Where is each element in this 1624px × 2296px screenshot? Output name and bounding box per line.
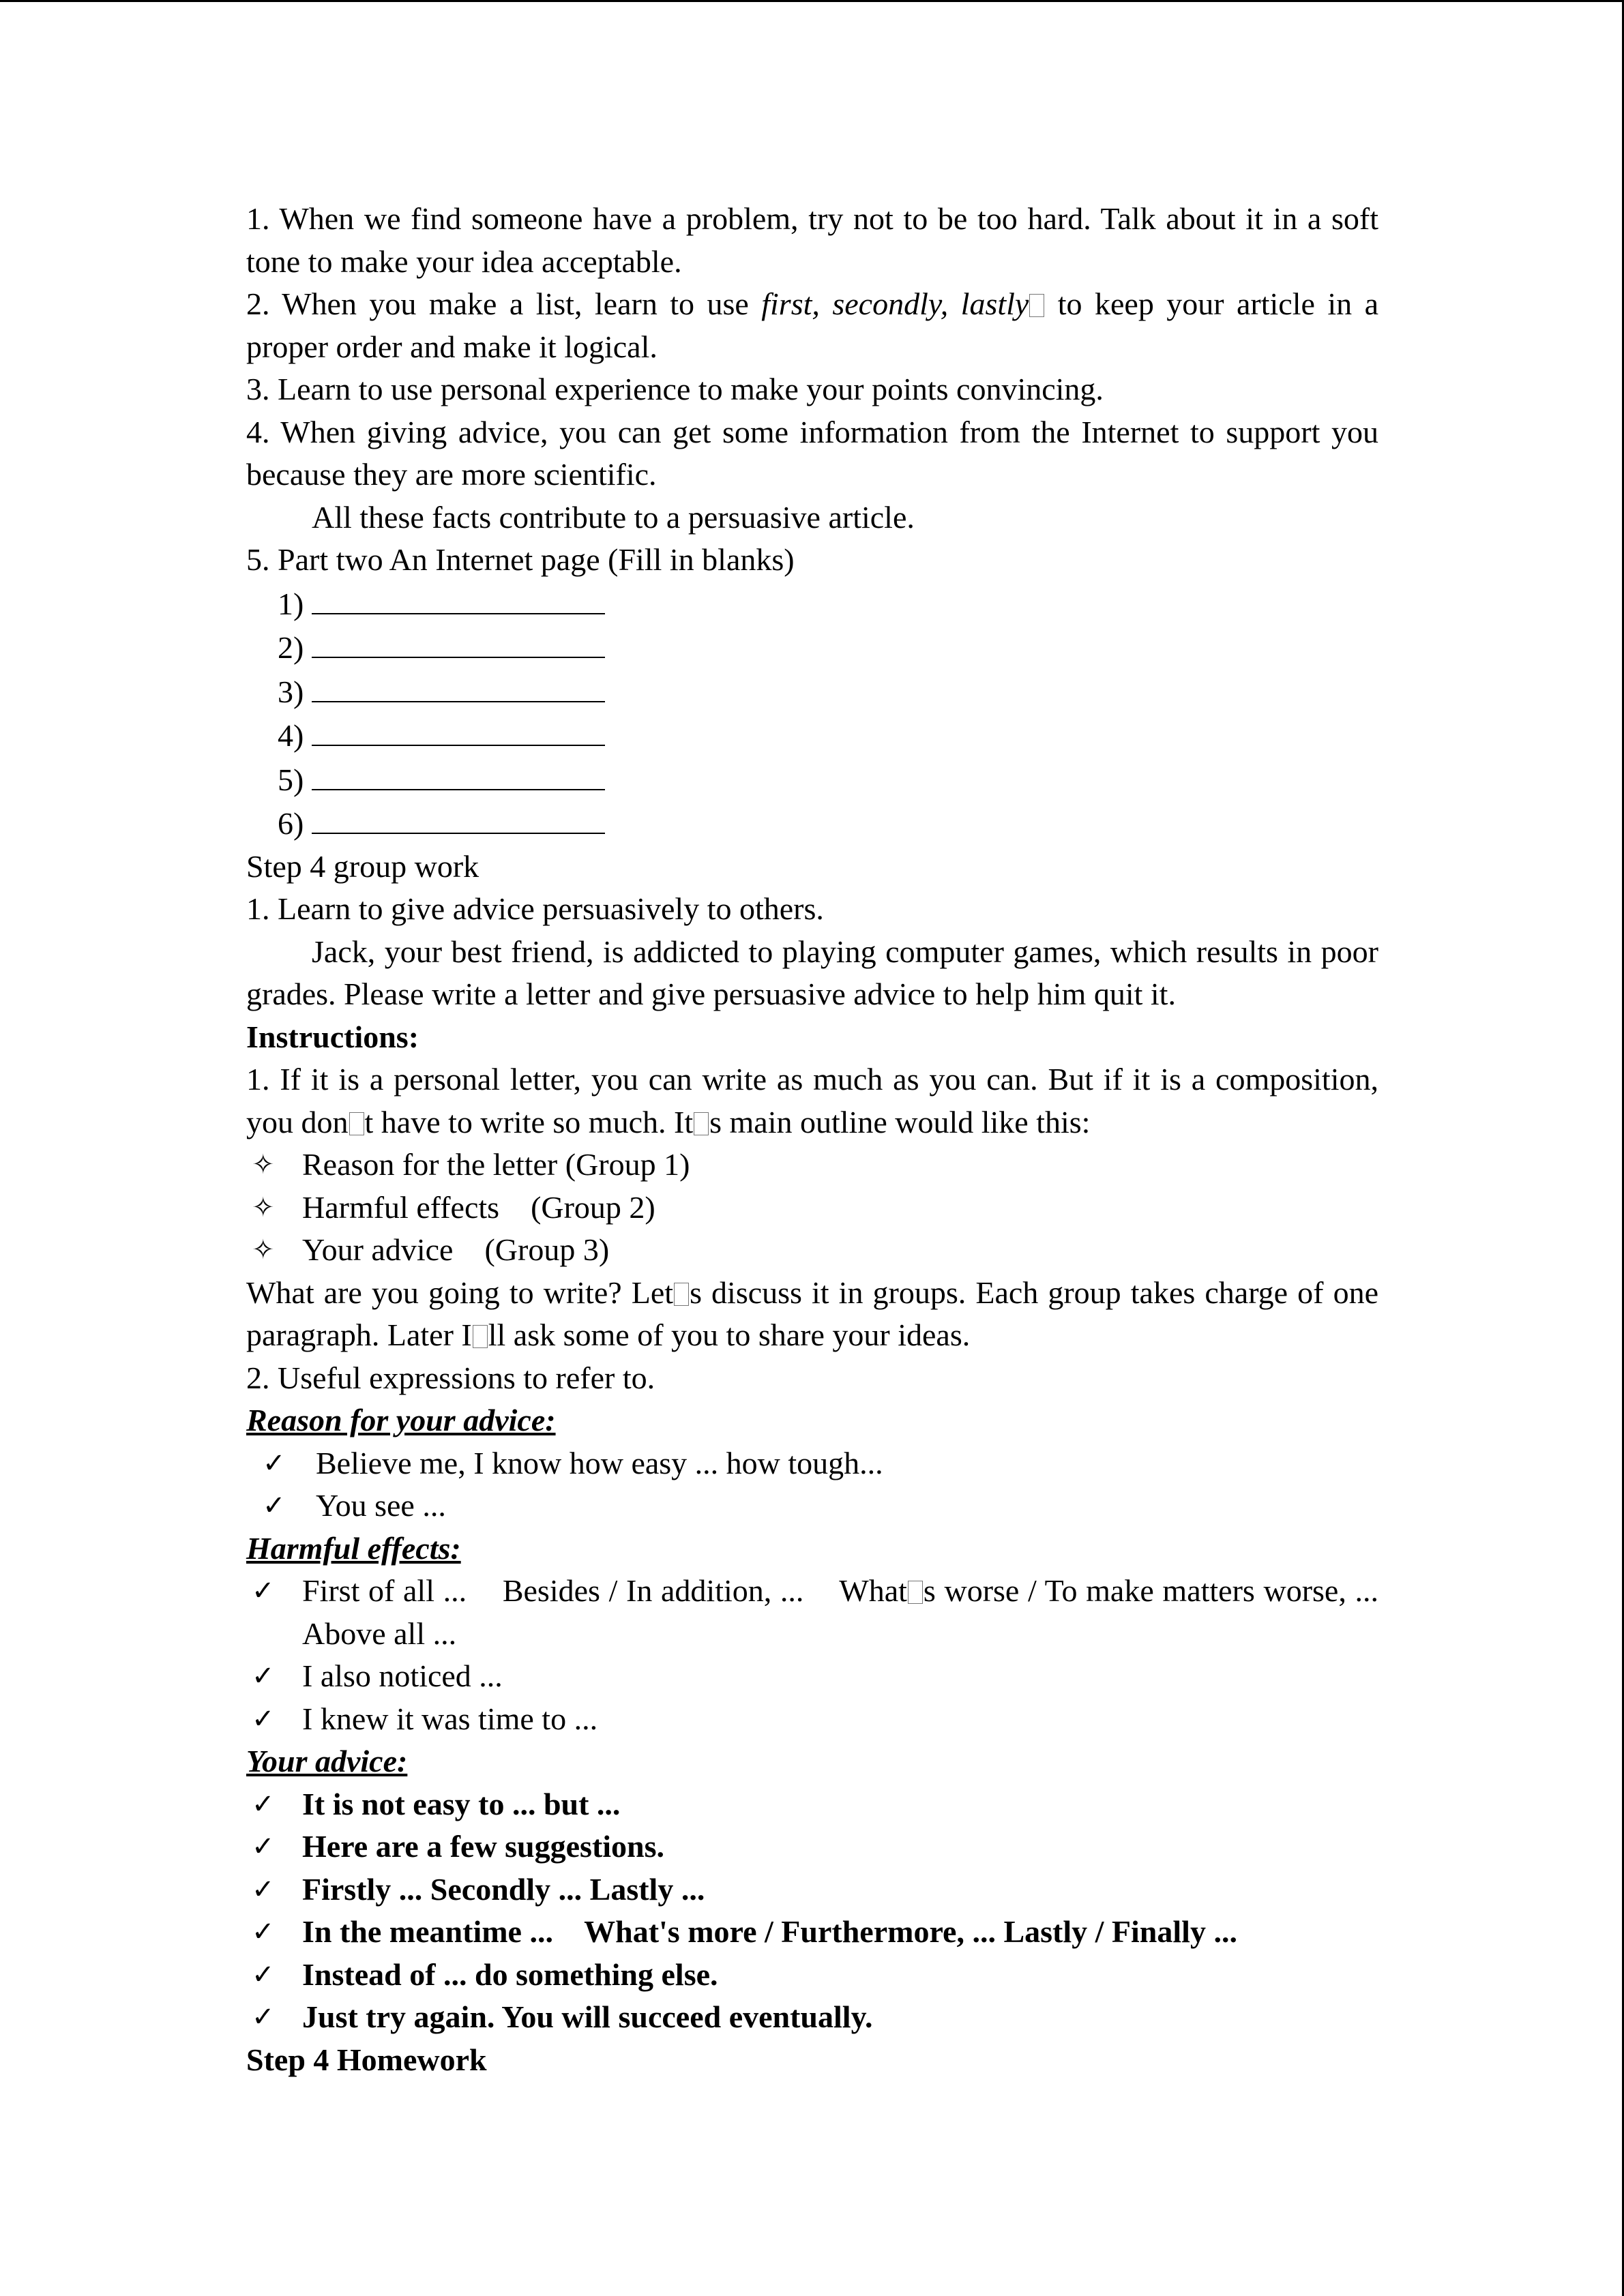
blank-item: 4): [246, 713, 1378, 758]
advice-item: ✓ Instead of ... do something else.: [246, 1954, 1378, 1997]
check-icon: ✓: [252, 1660, 275, 1692]
check-icon: ✓: [252, 1575, 275, 1607]
outline-item: ✧ Harmful effects (Group 2): [246, 1187, 1378, 1229]
paragraph-internet-info: 4. When giving advice, you can get some information from the Internet to support you because they are more scientific.: [246, 414, 1378, 492]
harmful-heading: Harmful effects:: [246, 1530, 461, 1566]
blank-line[interactable]: [312, 801, 605, 834]
blank-line[interactable]: [312, 625, 605, 658]
blank-item: 5): [246, 758, 1378, 802]
diamond-bullet-icon: ✧: [252, 1191, 275, 1223]
blank-item: 3): [246, 670, 1378, 714]
check-icon: ✓: [252, 1958, 275, 1991]
jack-paragraph: Jack, your best friend, is addicted to playing computer games, which results in poor grades. Please write a letter and give persuasive advice to help him quit it.: [246, 934, 1378, 1011]
harmful-item: ✓ I knew it was time to ...: [246, 1698, 1378, 1741]
harmful-item: ✓ First of all ... Besides / In addition, ... What s worse / To make matters worse, ... Above all ...: [246, 1570, 1378, 1655]
advice-list: [246, 1783, 1378, 2039]
blank-item: 6): [246, 801, 1378, 846]
advice-item: ✓ Firstly ... Secondly ... Lastly ...: [246, 1868, 1378, 1911]
paragraph-personal-experience: 3. Learn to use personal experience to make your points convincing.: [246, 372, 1104, 406]
outline-item: ✧ Reason for the letter (Group 1): [246, 1144, 1378, 1187]
check-icon: ✓: [252, 1873, 275, 1905]
useful-expressions-line: 2. Useful expressions to refer to.: [246, 1360, 655, 1395]
document-body: [246, 198, 1378, 2081]
advice-item: ✓ In the meantime ... What's more / Furthermore, ... Lastly / Finally ...: [246, 1911, 1378, 1954]
check-icon: ✓: [263, 1447, 286, 1479]
diamond-bullet-icon: ✧: [252, 1149, 275, 1180]
check-icon: ✓: [252, 1831, 275, 1862]
step4-group-heading: Step 4 group work: [246, 848, 479, 884]
italic-sequence-words: first, secondly, lastly: [761, 286, 1029, 321]
missing-glyph-box: [349, 1112, 364, 1135]
discuss-paragraph: What are you going to write? Let s discuss it in groups. Each group takes charge of one paragraph. Later I ll ask some of you to share your ideas.: [246, 1274, 1378, 1352]
diamond-bullet-icon: ✧: [252, 1234, 275, 1266]
missing-glyph-box: [694, 1112, 709, 1135]
check-icon: ✓: [252, 2001, 275, 2033]
blank-line[interactable]: [312, 713, 605, 746]
paragraph-facts-contribute: All these facts contribute to a persuasive article.: [312, 499, 915, 535]
check-icon: ✓: [252, 1916, 275, 1948]
instructions-label: Instructions:: [246, 1019, 419, 1054]
reason-list: [246, 1442, 1378, 1527]
blank-line[interactable]: [312, 582, 605, 614]
blank-item: 1): [246, 582, 1378, 626]
outline-item: ✧ Your advice (Group 3): [246, 1229, 1378, 1272]
paragraph-soft-tone: 1. When we find someone have a problem, try not to be too hard. Talk about it in a soft tone to make your idea acceptable.: [246, 201, 1378, 279]
advice-item: ✓ Here are a few suggestions.: [246, 1825, 1378, 1868]
harmful-item: ✓ I also noticed ...: [246, 1655, 1378, 1698]
learn-advice-line: 1. Learn to give advice persuasively to others.: [246, 891, 824, 926]
advice-item: ✓ Just try again. You will succeed eventually.: [246, 1996, 1378, 2039]
reason-item: ✓ Believe me, I know how easy ... how tough...: [246, 1442, 1378, 1485]
advice-item: ✓ It is not easy to ... but ...: [246, 1783, 1378, 1826]
blank-line[interactable]: [312, 758, 605, 790]
check-icon: ✓: [263, 1490, 286, 1521]
missing-glyph-box: [1029, 294, 1044, 317]
paragraph-part-two: 5. Part two An Internet page (Fill in blanks): [246, 542, 795, 577]
homework-heading: Step 4 Homework: [246, 2042, 487, 2077]
reason-heading: Reason for your advice:: [246, 1403, 556, 1437]
page-border-top: [0, 0, 1624, 2]
instruction-one: 1. If it is a personal letter, you can write as much as you can. But if it is a composition, you don t have to write so much. It s main outline would like this:: [246, 1062, 1378, 1139]
missing-glyph-box: [674, 1283, 689, 1306]
check-icon: ✓: [252, 1788, 275, 1820]
reason-item: ✓ You see ...: [246, 1485, 1378, 1527]
advice-heading: Your advice:: [246, 1744, 408, 1778]
outline-list: [246, 1144, 1378, 1272]
blank-line[interactable]: [312, 670, 605, 702]
paragraph-list-order: 2. When you make a list, learn to use first, secondly, lastly to keep your article in a proper order and make it logical.: [246, 286, 1378, 364]
check-icon: ✓: [252, 1703, 275, 1735]
harmful-list: [246, 1570, 1378, 1740]
missing-glyph-box: [473, 1325, 488, 1348]
blank-item: 2): [246, 625, 1378, 670]
fill-in-blanks-list: [246, 582, 1378, 846]
missing-glyph-box: [908, 1581, 923, 1604]
